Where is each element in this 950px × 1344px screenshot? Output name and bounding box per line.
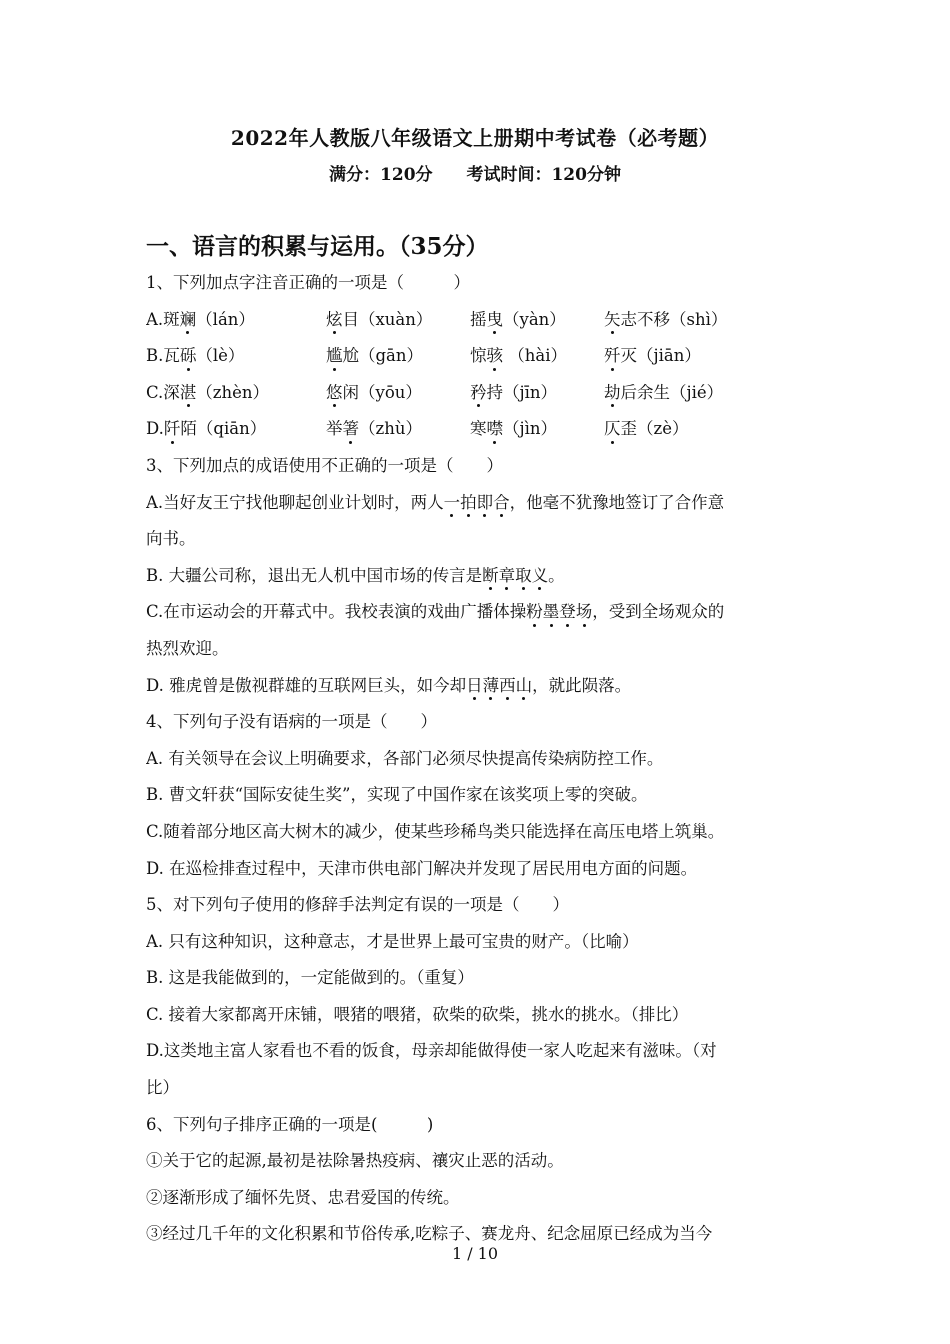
dotted-char: 箸	[343, 411, 360, 448]
q1-option-a: A.斑斓（lán） 炫目（xuàn） 摇曳（yàn） 矢志不移（shì）	[146, 302, 810, 339]
section-heading: 一、语言的积累与运用。（35分）	[146, 233, 489, 260]
q1-option-c: C.深湛（zhèn） 悠闲（yōu） 矜持（jīn） 劫后余生（jié）	[146, 375, 810, 412]
dotted-char: 断	[482, 558, 499, 595]
exam-time: 考试时间：120分钟	[466, 165, 621, 185]
full-score: 满分：120分	[329, 165, 433, 185]
dotted-char: 西	[499, 668, 516, 705]
dotted-char: 一	[444, 485, 461, 522]
dotted-char: 湛	[180, 375, 197, 412]
dotted-char: 日	[466, 668, 483, 705]
dotted-char: 登	[559, 594, 576, 631]
dotted-char: 斓	[180, 302, 197, 339]
dotted-char: 尴	[326, 338, 343, 375]
q4-option-a: A. 有关领导在会议上明确要求，各部门必须尽快提高传染病防控工作。	[146, 748, 664, 768]
dotted-char: 拍	[460, 485, 477, 522]
q6-sentence-2: ②逐渐形成了缅怀先贤、忠君爱国的传统。	[146, 1187, 460, 1207]
questions	[146, 265, 810, 1253]
q3-option-d: D. 雅虎曾是傲视群雄的互联网巨头，如今却日薄西山，就此陨落。	[146, 668, 810, 705]
dotted-char: 即	[477, 485, 494, 522]
q5-option-a: A. 只有这种知识，这种意志，才是世界上最可宝贵的财产。（比喻）	[146, 931, 639, 951]
dotted-char: 义	[532, 558, 549, 595]
q5-option-b: B. 这是我能做到的，一定能做到的。（重复）	[146, 968, 474, 988]
dotted-char: 合	[493, 485, 510, 522]
q5-option-d-cont: 比）	[146, 1078, 179, 1098]
q6-stem: 6、下列句子排序正确的一项是( )	[146, 1114, 434, 1134]
dotted-char: 骇	[487, 338, 504, 375]
q5-option-d: D.这类地主富人家看也不看的饭食，母亲却能做得使一家人吃起来有滋味。（对	[146, 1041, 717, 1061]
dotted-char: 薄	[483, 668, 500, 705]
dotted-char: 粉	[526, 594, 543, 631]
q3-option-a: A.当好友王宁找他聊起创业计划时，两人一拍即合，他毫不犹豫地签订了合作意	[146, 485, 810, 522]
dotted-char: 场	[576, 594, 593, 631]
dotted-char: 歼	[604, 338, 621, 375]
q4-option-d: D. 在巡检排查过程中，天津市供电部门解决并发现了居民用电方面的问题。	[146, 858, 698, 878]
q1-stem: 1、下列加点字注音正确的一项是（ ）	[146, 273, 470, 292]
q6-sentence-3: ③经过几千年的文化积累和节俗传承,吃粽子、赛龙舟、纪念屈原已经成为当今	[146, 1224, 713, 1244]
q5-stem: 5、对下列句子使用的修辞手法判定有误的一项是（ ）	[146, 895, 569, 915]
q5-option-c: C. 接着大家都离开床铺，喂猪的喂猪，砍柴的砍柴，挑水的挑水。（排比）	[146, 1004, 689, 1024]
dotted-char: 劫	[604, 375, 621, 412]
dotted-char: 章	[499, 558, 516, 595]
dotted-char: 砾	[180, 338, 197, 375]
dotted-char: 取	[515, 558, 532, 595]
dotted-char: 矢	[604, 302, 621, 339]
dotted-char: 悠	[326, 375, 343, 412]
q6-sentence-1: ①关于它的起源,最初是祛除暑热疫病、禳灾止恶的活动。	[146, 1151, 564, 1171]
q3-option-c-cont: 热烈欢迎。	[146, 638, 229, 658]
dotted-char: 山	[516, 668, 533, 705]
dotted-char: 炫	[326, 302, 343, 339]
q3-stem: 3、下列加点的成语使用不正确的一项是（ ）	[146, 455, 503, 475]
q4-stem: 4、下列句子没有语病的一项是（ ）	[146, 712, 437, 732]
q4-option-c: C.随着部分地区高大树木的减少，使某些珍稀鸟类只能选择在高压电塔上筑巢。	[146, 821, 725, 841]
dotted-char: 噤	[487, 411, 504, 448]
dotted-char: 矜	[470, 375, 487, 412]
dotted-char: 阡	[164, 411, 181, 448]
q3-option-a-cont: 向书。	[146, 529, 196, 549]
exam-subtitle	[0, 160, 950, 185]
q1-option-b: B.瓦砾（lè） 尴尬（gān） 惊骇 （hài） 歼灭（jiān）	[146, 338, 810, 375]
dotted-char: 仄	[604, 411, 621, 448]
q4-option-b: B. 曹文轩获“国际安徒生奖”，实现了中国作家在该奖项上零的突破。	[146, 785, 648, 805]
q1-option-d: D.阡陌（qiān） 举箸（zhù） 寒噤（jìn） 仄歪（zè）	[146, 411, 810, 448]
q3-option-b: B. 大疆公司称，退出无人机中国市场的传言是断章取义。	[146, 558, 810, 595]
q3-option-c: C.在市运动会的开幕式中。我校表演的戏曲广播体操粉墨登场，受到全场观众的	[146, 594, 810, 631]
page-number: 1 / 10	[451, 1244, 499, 1263]
dotted-char: 墨	[543, 594, 560, 631]
dotted-char: 曳	[487, 302, 504, 339]
exam-title: 2022年人教版八年级语文上册期中考试卷（必考题）	[230, 126, 720, 150]
